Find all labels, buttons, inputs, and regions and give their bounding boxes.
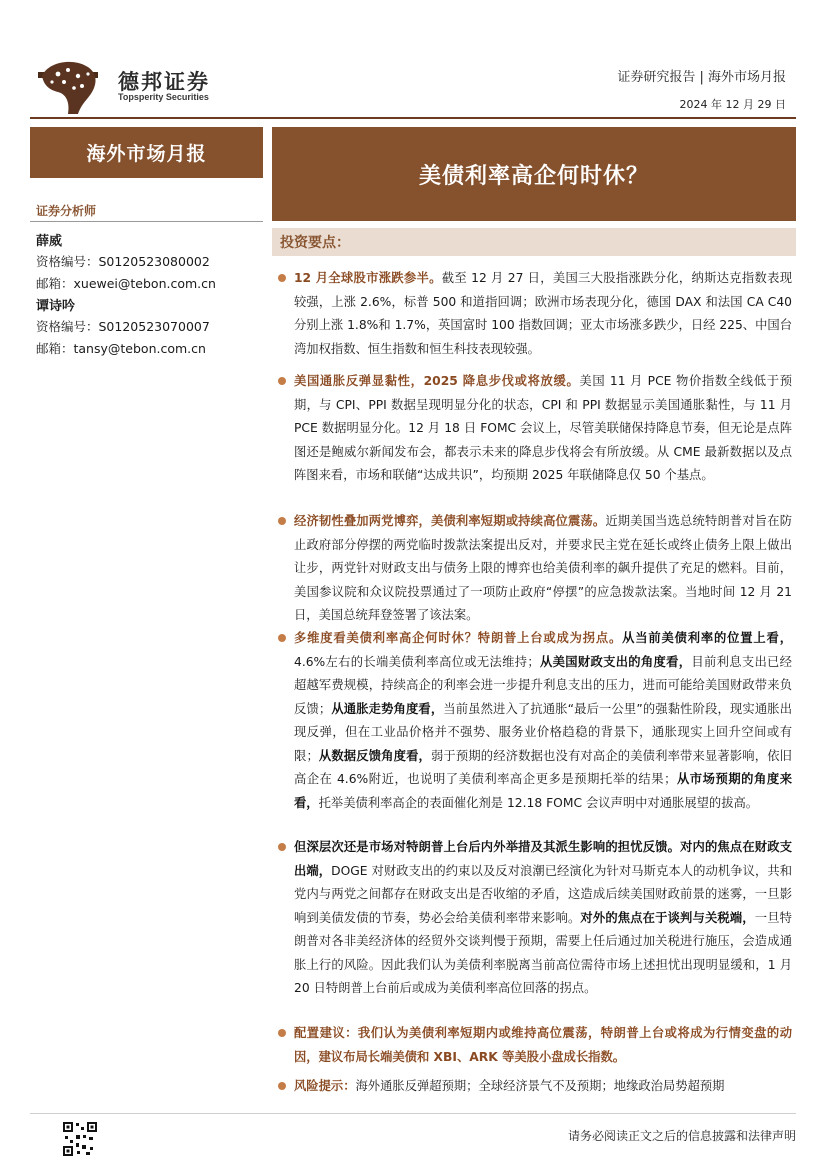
bullet-item — [278, 627, 792, 815]
bullet-text-segment: 从市场预期的角度来看， — [294, 772, 792, 810]
report-type: 证券研究报告 | 海外市场月报 — [617, 70, 786, 85]
report-date: 2024 年 12 月 29 日 — [679, 98, 786, 111]
investment-points-heading: 投资要点： — [272, 228, 796, 256]
analyst-cert: 资格编号：S0120523070007 — [36, 319, 210, 334]
bullet-dot-icon — [278, 634, 286, 642]
bullet-item — [278, 836, 792, 1001]
analyst-heading: 证券分析师 — [36, 204, 97, 218]
analyst-cert: 资格编号：S0120523080002 — [36, 254, 210, 269]
bullet-text-segment: 截至 12 月 27 日，美国三大股指涨跌分化，纳斯达克指数表现较强，上涨 2.6%，标普 500 和道指回调；欧洲市场表现分化，德国 DAX 和法国 CA C40 分别上涨 1.8%和 1.7%，英国富时 100 指数回调；亚太市场涨多跌少，日经 225、中国台湾加权指数、恒生指数和恒生科技表现较强。 — [294, 271, 792, 356]
report-series-banner: 海外市场月报 — [30, 127, 263, 178]
bullet-text-segment: 风险提示： — [294, 1079, 356, 1093]
footer-divider — [30, 1113, 796, 1114]
bullet-item — [278, 510, 792, 628]
disclaimer-note: 请务必阅读正文之后的信息披露和法律声明 — [567, 1129, 796, 1143]
analyst-divider — [30, 221, 263, 222]
analyst-email[interactable]: 邮箱：tansy@tebon.com.cn — [36, 341, 206, 356]
bullet-dot-icon — [278, 843, 286, 851]
bullet-text-segment: 近期美国当选总统特朗普对旨在防止政府部分停摆的两党临时拨款法案提出反对，并要求民主党在延长或终止债务上限上做出让步，两党针对财政支出与债务上限的博弈也给美债利率的飙升提供了充足的燃料。目前，美国参议院和众议院投票通过了一项防止政府“停摆”的应急拨款法案。当地时间 12 月 21 日，美国总统拜登签署了该法案。 — [294, 514, 792, 622]
bullet-text-segment: 从通胀走势角度看， — [331, 701, 444, 716]
bullet-text-segment: 经济韧性叠加两党博弈，美债利率短期或持续高位震荡。 — [294, 514, 606, 528]
bullet-text-segment: 对内的焦点在财政支出端， — [294, 840, 792, 878]
logo-chinese-name: 德邦证券 — [118, 70, 210, 94]
bullet-text-segment: 一旦特朗普对各非美经济体的经贸外交谈判慢于预期，需要上任后通过加关税进行施压，会造成通胀上行的风险。因此我们认为美债利率脱离当前高位需待市场上述担忧出现明显缓和，1 月 20 日特朗普上台前后或成为美债利率高位回落的拐点。 — [294, 910, 792, 995]
bullet-dot-icon — [278, 1082, 286, 1090]
bullet-text-segment: 多维度看美债利率高企何时休？特朗普上台或成为拐点。 — [294, 631, 623, 645]
bullet-text-segment: 当前虽然进入了抗通胀“最后一公里”的强黏性阶段，现实通胀出现反弹，但在工业品价格并不强势、服务业价格趋稳的背景下，通胀现实上回升空间或有限； — [294, 701, 792, 763]
bullet-text-segment: 美国 11 月 PCE 物价指数全线低于预期，与 CPI、PPI 数据呈现明显分化的状态，CPI 和 PPI 数据显示美国通胀黏性，与 11 月 PCE 数据明显分化。12 月 18 日 FOMC 会议上，尽管美联储保持降息节奏，但无论是点阵图还是鲍威尔新闻发布会，都表示未来的降息步伐将会有所放缓。从 CME 最新数据以及点阵图来看，市场和联储“达成共识”，均预期 2025 年联储降息仅 50 个基点。 — [294, 374, 792, 482]
bullet-item — [278, 370, 792, 488]
header-divider — [30, 117, 796, 119]
analyst-name: 薛威 — [36, 234, 63, 249]
analyst-name: 谭诗吟 — [36, 299, 76, 314]
bullet-text-segment: 配置建议：我们认为美债利率短期内或维持高位震荡，特朗普上台或将成为行情变盘的动因，建议布局长端美债和 XBI、ARK 等美股小盘成长指数。 — [294, 1026, 792, 1064]
bullet-dot-icon — [278, 274, 286, 282]
bullet-item — [278, 1075, 792, 1099]
bullet-dot-icon — [278, 1029, 286, 1037]
bullet-text-segment: 托举美债利率高企的表面催化剂是 12.18 FOMC 会议声明中对通胀展望的拔高。 — [318, 795, 759, 810]
bullet-text-segment: 4.6%左右的长端美债利率高位或无法维持； — [294, 654, 540, 669]
bullet-text-segment: 海外通胀反弹超预期；全球经济景气不及预期；地缘政治局势超预期 — [355, 1079, 725, 1093]
logo-english-name: Topsperity Securities — [118, 92, 209, 102]
bullet-text-segment: DOGE 对财政支出的约束以及反对浪潮已经演化为针对马斯克本人的动机争议，共和党内与两党之间都存在财政支出是否收缩的矛盾，这造成后续美国财政前景的迷雾，一旦影响到美债发债的节奏，势必会给美债利率带来影响。 — [294, 863, 792, 925]
analyst-email[interactable]: 邮箱：xuewei@tebon.com.cn — [36, 276, 216, 291]
bullet-text-segment: 从美国财政支出的角度看， — [539, 654, 692, 669]
report-title: 美债利率高企何时休？ — [272, 127, 796, 221]
bullet-text-segment: 从当前美债利率的位置上看， — [622, 631, 792, 645]
bullet-text-segment: 但深层次还是市场对特朗普上台后内外举措及其派生影响的担忧反馈。 — [294, 840, 681, 854]
bullet-dot-icon — [278, 517, 286, 525]
bullet-text-segment: 目前利息支出已经超越军费规模，持续高企的利率会进一步提升利息支出的压力，进而可能给美国财政带来负反馈； — [294, 654, 792, 716]
bullet-item — [278, 1022, 792, 1069]
bullet-text-segment: 弱于预期的经济数据也没有对高企的美债利率带来显著影响，依旧高企在 4.6%附近，也说明了美债利率高企更多是预期托举的结果； — [294, 748, 792, 786]
bullet-text-segment: 从数据反馈角度看， — [318, 748, 431, 763]
bullet-text-segment: 美国通胀反弹显黏性，2025 降息步伐或将放缓。 — [294, 374, 580, 388]
cheetah-logo-icon — [38, 58, 102, 114]
qr-code-icon — [62, 1121, 98, 1157]
bullet-text-segment: 12 月全球股市涨跌参半。 — [294, 271, 442, 285]
bullet-text-segment: 对外的焦点在于谈判与关税端， — [580, 910, 755, 925]
bullet-item — [278, 267, 792, 361]
bullet-dot-icon — [278, 377, 286, 385]
